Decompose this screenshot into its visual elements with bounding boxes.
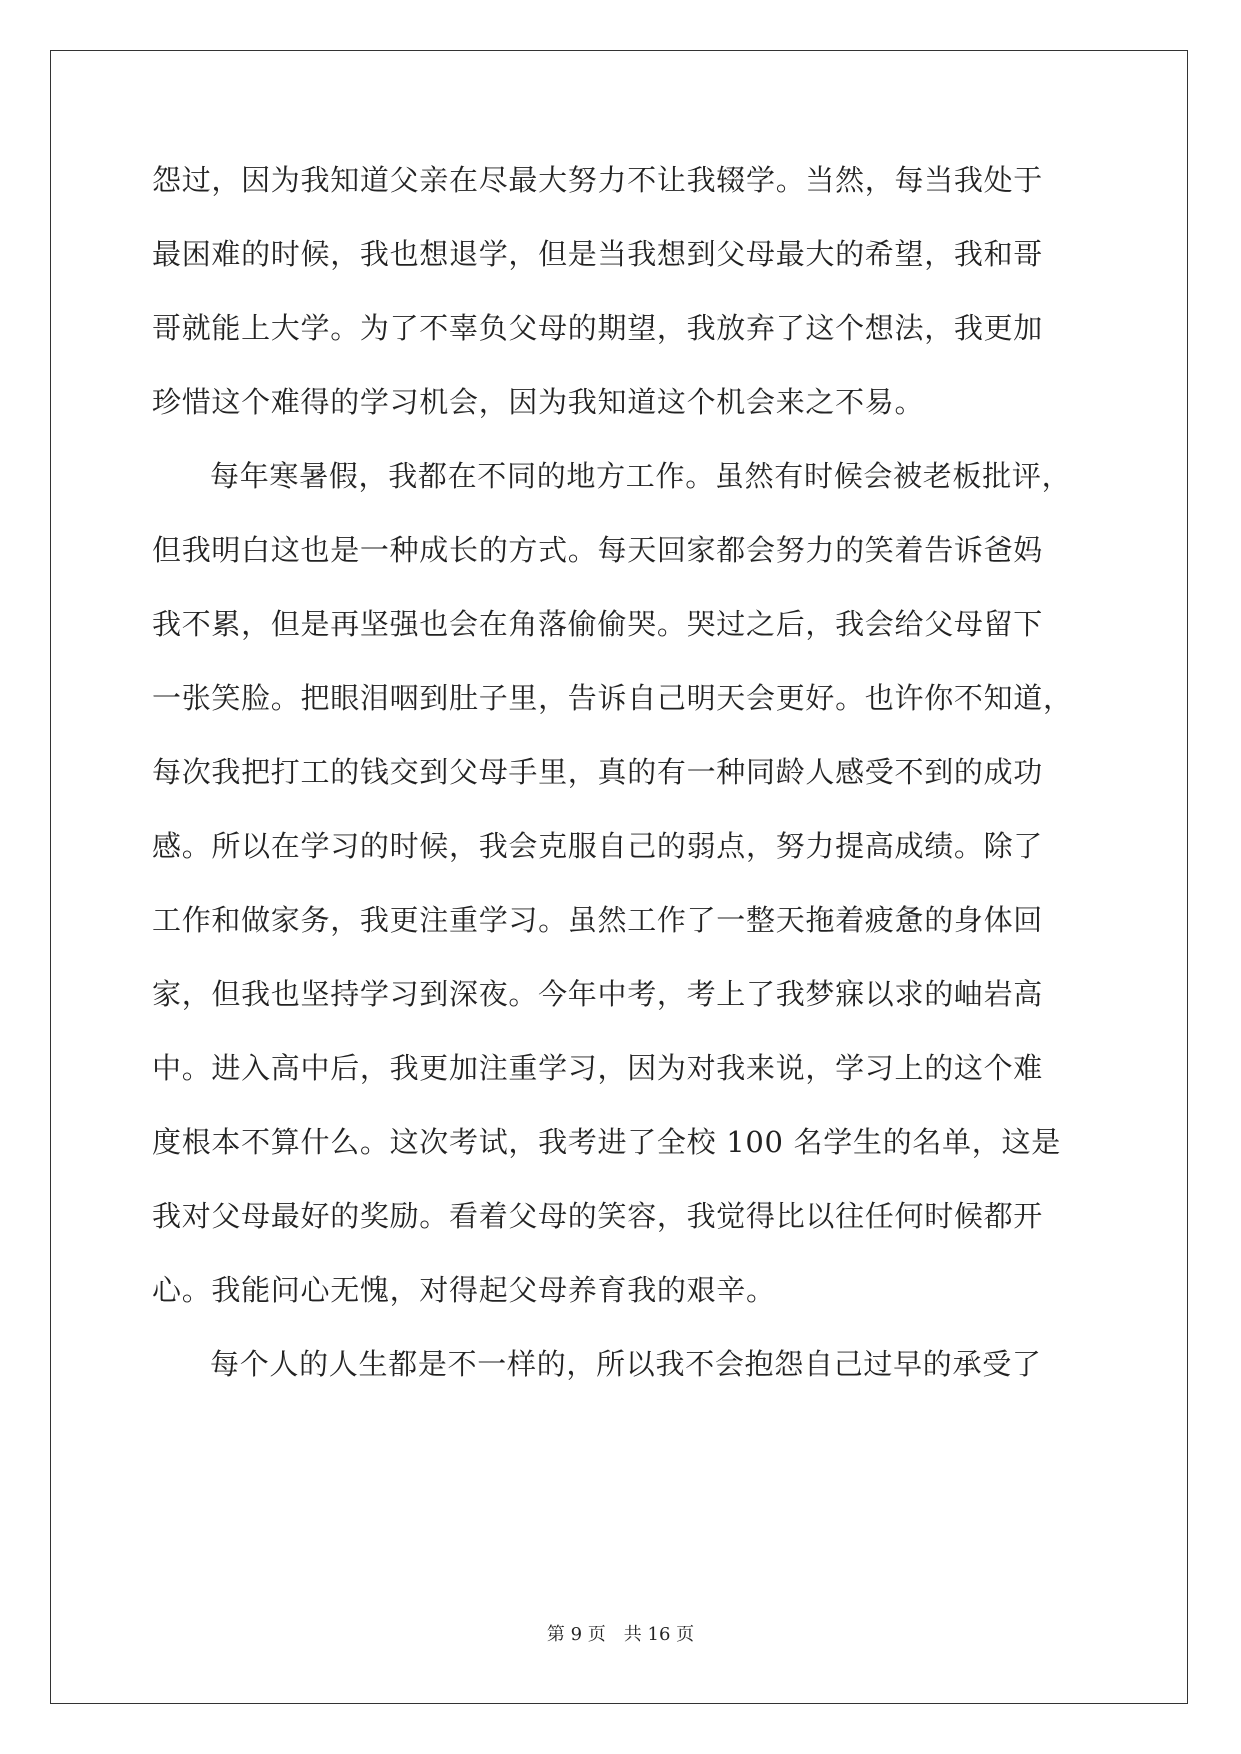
text-line: 珍惜这个难得的学习机会，因为我知道这个机会来之不易。 — [152, 385, 925, 419]
text-line: 最困难的时候，我也想退学，但是当我想到父母最大的希望，我和哥 — [152, 237, 1044, 271]
text-line: 中。进入高中后，我更加注重学习，因为对我来说，学习上的这个难 — [152, 1051, 1044, 1085]
text-line: 我不累，但是再坚强也会在角落偷偷哭。哭过之后，我会给父母留下 — [152, 607, 1044, 641]
page-number: 第 9 页 — [546, 1624, 606, 1645]
text-line: 每次我把打工的钱交到父母手里，真的有一种同龄人感受不到的成功 — [152, 755, 1044, 789]
paragraph-start-line: 每年寒暑假，我都在不同的地方工作。虽然有时候会被老板批评， — [210, 459, 1072, 493]
text-line: 我对父母最好的奖励。看着父母的笑容，我觉得比以往任何时候都开 — [152, 1199, 1044, 1233]
text-line: 感。所以在学习的时候，我会克服自己的弱点，努力提高成绩。除了 — [152, 829, 1044, 863]
text-line: 一张笑脸。把眼泪咽到肚子里，告诉自己明天会更好。也许你不知道， — [152, 681, 1073, 715]
text-line: 家，但我也坚持学习到深夜。今年中考，考上了我梦寐以求的岫岩高 — [152, 977, 1044, 1011]
page-footer — [0, 1620, 1241, 1646]
text-line: 哥就能上大学。为了不辜负父母的期望，我放弃了这个想法，我更加 — [152, 311, 1044, 345]
text-line: 工作和做家务，我更注重学习。虽然工作了一整天拖着疲惫的身体回 — [152, 903, 1044, 937]
text-line: 心。我能问心无愧，对得起父母养育我的艰辛。 — [152, 1273, 776, 1307]
page-total: 共 16 页 — [623, 1624, 695, 1645]
text-line: 但我明白这也是一种成长的方式。每天回家都会努力的笑着告诉爸妈 — [152, 533, 1044, 567]
text-line: 度根本不算什么。这次考试，我考进了全校 100 名学生的名单，这是 — [152, 1125, 1061, 1159]
paragraph-start-line: 每个人的人生都是不一样的，所以我不会抱怨自己过早的承受了 — [210, 1347, 1042, 1381]
page-border — [50, 50, 1188, 1704]
text-line: 怨过，因为我知道父亲在尽最大努力不让我辍学。当然，每当我处于 — [152, 163, 1044, 197]
